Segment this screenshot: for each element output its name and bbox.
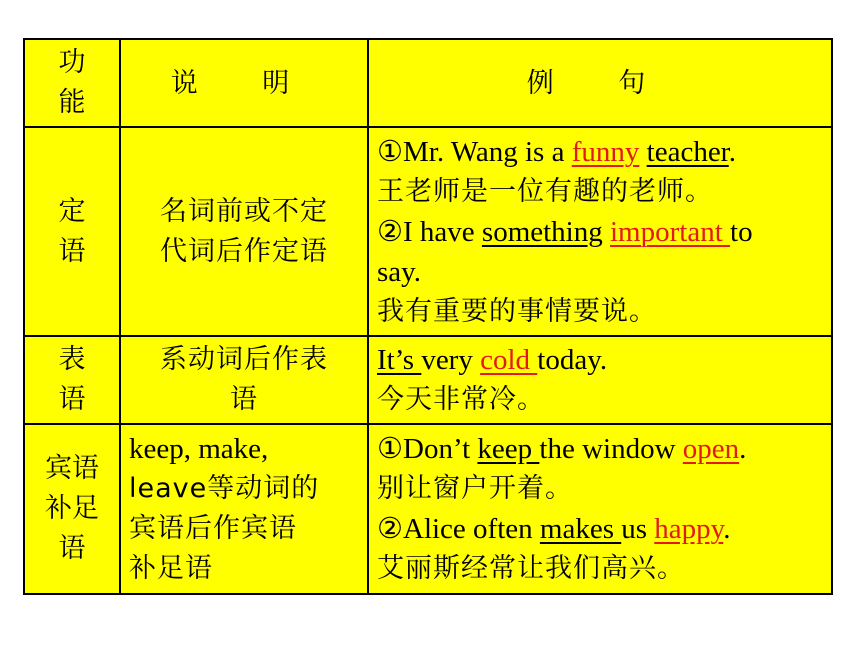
function-label-line2: 语 [58,384,86,415]
function-label-line2: 语 [58,235,86,267]
function-label-line1: 宾语 [45,453,99,484]
example-translation-2: 艾丽斯经常让我们高兴。 [377,553,685,584]
underlined-word: keep [477,433,540,465]
example-space [603,216,610,248]
function-cell [24,336,120,424]
example-translation-1: 今天非常冷。 [377,384,545,415]
highlight-word: cold [480,344,538,376]
grammar-function-table [23,38,833,595]
description-line3: 宾语后作宾语 [129,513,297,544]
example-number: ② [377,215,403,248]
example-text: us [621,513,655,545]
example-sentence-2-cont: say. [377,255,422,288]
highlight-word: open [682,433,740,465]
table-row-object-complement [24,424,832,594]
example-text: Alice often [403,513,540,545]
header-function-line2: 能 [58,87,86,118]
header-example-cell [368,39,832,127]
header-function-line1: 功 [58,47,86,78]
function-label-line3: 语 [58,533,86,564]
example-sentence-1 [377,429,825,469]
example-text: Mr. Wang is a [403,135,572,168]
header-example-label: 例 句 [526,67,674,99]
table-row-attributive [24,127,832,336]
table-row-predicative [24,336,832,424]
description-line4: 补足语 [129,553,213,584]
example-punct: . [728,135,736,168]
table-header-row [24,39,832,127]
example-translation-1: 别让窗户开着。 [377,473,573,504]
example-translation-1: 王老师是一位有趣的老师。 [377,175,713,207]
description-line1: keep, make, [129,433,269,465]
function-cell [24,424,120,594]
description-cell [120,424,368,594]
highlight-word: important [610,215,731,248]
example-punct: . [723,513,731,545]
example-text: today. [537,344,608,376]
example-cell [368,424,832,594]
example-sentence-1 [377,340,825,380]
header-description-cell [120,39,368,127]
example-number: ② [377,513,403,545]
description-line2: leave等动词的 [129,473,320,504]
example-number: ① [377,135,403,168]
example-translation-2: 我有重要的事情要说。 [377,295,657,327]
underlined-word: It’s [377,344,422,376]
underlined-word: makes [539,513,622,545]
example-text: to [730,215,753,248]
underlined-word: something [481,215,603,248]
header-description-label: 说 明 [170,67,318,99]
example-cell [368,336,832,424]
example-sentence-1 [377,132,825,172]
example-text: Don’t [403,433,478,465]
example-text: the window [539,433,683,465]
header-function-cell [24,39,120,127]
example-cell [368,127,832,336]
underlined-word: teacher [646,135,729,168]
description-line1: 名词前或不定 [160,195,328,227]
example-sentence-2 [377,212,825,252]
description-line2: 语 [230,384,258,415]
description-cell [120,127,368,336]
function-cell [24,127,120,336]
description-cell [120,336,368,424]
function-label-line1: 定 [58,195,86,227]
highlight-word: happy [654,513,724,545]
example-space [639,136,646,168]
example-text: I have [403,215,482,248]
example-sentence-2 [377,509,825,549]
function-label-line2: 补足 [45,493,99,524]
description-line1: 系动词后作表 [160,344,328,375]
function-label-line1: 表 [58,344,86,375]
description-line2: 代词后作定语 [160,235,328,267]
example-punct: . [739,433,747,465]
highlight-word: funny [571,135,640,168]
example-number: ① [377,433,403,465]
example-text: very [421,344,481,376]
